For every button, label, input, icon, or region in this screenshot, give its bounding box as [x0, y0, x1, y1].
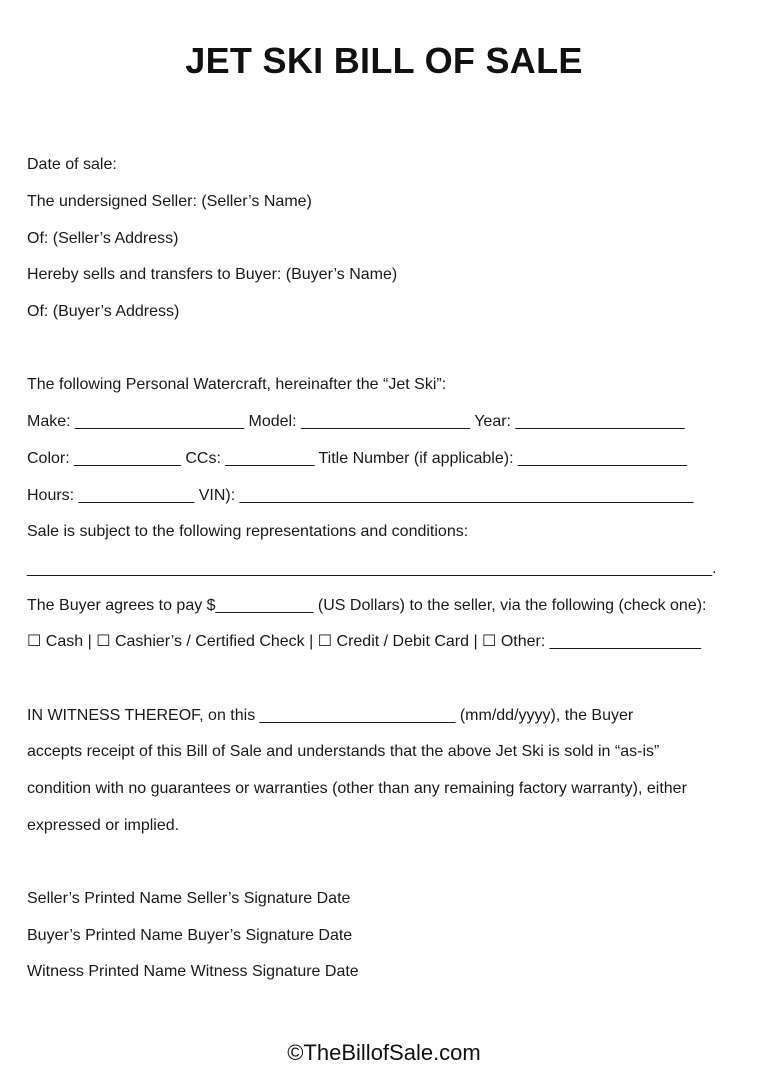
seller-address-line: Of: (Seller’s Address): [27, 230, 179, 247]
buyer-signature-line: Buyer’s Printed Name Buyer’s Signature Date: [27, 927, 353, 944]
hours-vin-line: Hours: _____________ VIN): ___________________________________________________: [27, 487, 694, 504]
witness-line-1: IN WITNESS THEREOF, on this ______________________ (mm/dd/yyyy), the Buyer: [27, 707, 634, 724]
make-model-year-line: Make: ___________________ Model: ___________________ Year: ___________________: [27, 413, 685, 430]
seller-signature-line: Seller’s Printed Name Seller’s Signature Date: [27, 890, 351, 907]
witness-line-3: condition with no guarantees or warranties (other than any remaining factory warranty), either: [27, 780, 687, 797]
witness-line-2: accepts receipt of this Bill of Sale and understands that the above Jet Ski is sold in “as-is”: [27, 743, 660, 760]
watercraft-intro-line: The following Personal Watercraft, hereinafter the “Jet Ski”:: [27, 376, 447, 393]
witness-line-4: expressed or implied.: [27, 817, 180, 834]
color-ccs-title-line: Color: ____________ CCs: __________ Title Number (if applicable): ___________________: [27, 450, 688, 467]
payment-options-line: ☐ Cash | ☐ Cashier’s / Certified Check | ☐ Credit / Debit Card | ☐ Other: _________________: [27, 633, 702, 650]
buyer-name-line: Hereby sells and transfers to Buyer: (Buyer’s Name): [27, 266, 398, 283]
seller-name-line: The undersigned Seller: (Seller’s Name): [27, 193, 312, 210]
document-title: JET SKI BILL OF SALE: [185, 40, 583, 81]
footer-copyright: ©TheBillofSale.com: [287, 1040, 481, 1065]
witness-signature-line: Witness Printed Name Witness Signature Date: [27, 963, 359, 980]
date-of-sale-line: Date of sale:: [27, 156, 117, 173]
conditions-blank-line: _____________________________________________________________________________.: [27, 560, 717, 577]
buyer-address-line: Of: (Buyer’s Address): [27, 303, 180, 320]
conditions-intro-line: Sale is subject to the following representations and conditions:: [27, 523, 469, 540]
payment-line: The Buyer agrees to pay $___________ (US Dollars) to the seller, via the following (check one):: [27, 597, 707, 614]
